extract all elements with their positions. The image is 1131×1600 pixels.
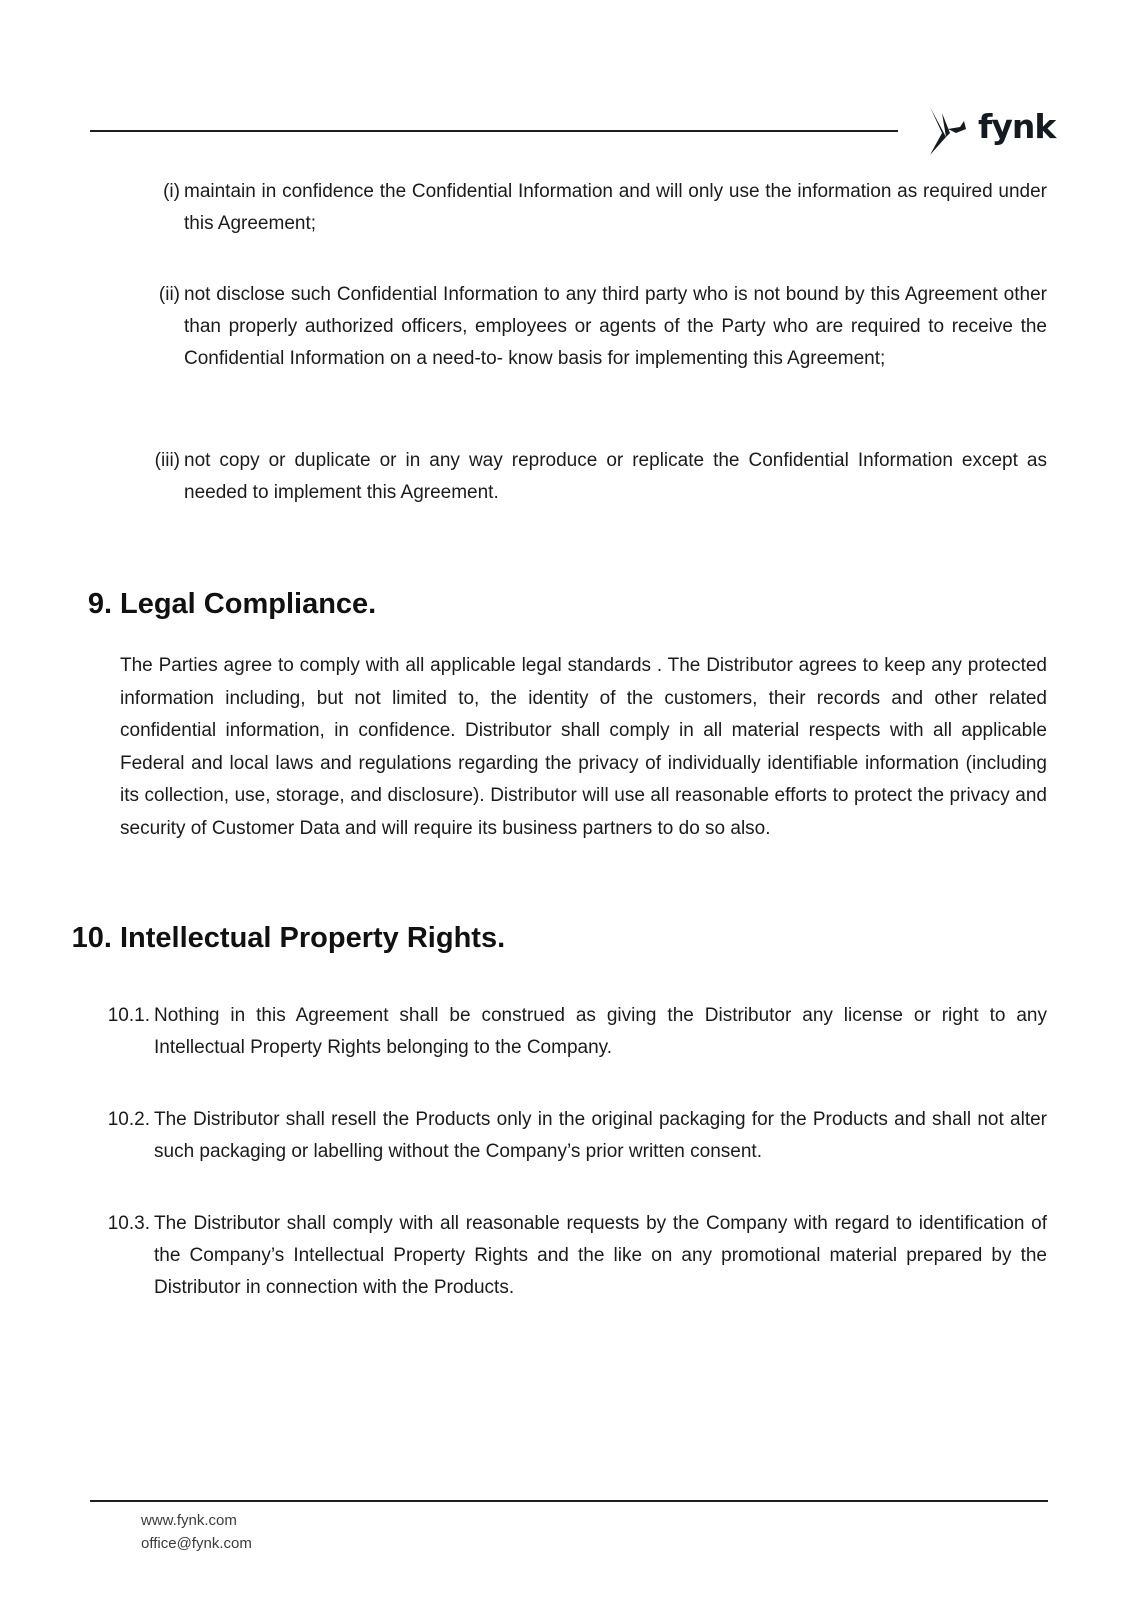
list-item — [94, 1104, 1047, 1168]
footer-website[interactable]: www.fynk.com — [141, 1512, 237, 1529]
list-item — [94, 1208, 1047, 1304]
list-item — [94, 1000, 1047, 1064]
section-number: 9. — [87, 588, 112, 620]
fynk-logo — [920, 103, 1056, 159]
header-divider — [90, 130, 898, 132]
item-number: 10.1. — [107, 1005, 150, 1026]
item-number: (iii) — [154, 450, 180, 471]
section-title: Legal Compliance. — [120, 588, 377, 620]
item-number: (i) — [163, 181, 180, 202]
footer-email[interactable]: office@fynk.com — [141, 1535, 252, 1552]
item-text: not copy or duplicate or in any way reproduce or replicate the Confidential Information except as needed to implement this Agreement. — [184, 450, 1047, 503]
footer-divider — [90, 1500, 1048, 1502]
list-item — [94, 445, 1047, 509]
item-number: 10.3. — [107, 1213, 150, 1234]
item-text: maintain in confidence the Confidential Information and will only use the information as required under this Agreement; — [184, 181, 1047, 234]
fynk-bird-icon — [920, 103, 976, 159]
item-text: Nothing in this Agreement shall be construed as giving the Distributor any license or right to any Intellectual Property Rights belonging to the Company. — [154, 1005, 1047, 1058]
logo-wordmark: fynk — [978, 107, 1056, 146]
item-text: not disclose such Confidential Information to any third party who is not bound by this Agreement other than properly authorized officers, employees or agents of the Party who are required to receive the Confidential Information on a need-to- know basis for implementing this Agreement; — [184, 284, 1047, 369]
section-number: 10. — [71, 922, 112, 954]
section-title: Intellectual Property Rights. — [120, 922, 506, 954]
item-text: The Distributor shall resell the Products only in the original packaging for the Products and shall not alter such packaging or labelling without the Company’s prior written consent. — [154, 1109, 1047, 1162]
item-number: 10.2. — [107, 1109, 150, 1130]
item-number: (ii) — [158, 284, 180, 305]
section-heading-9 — [60, 588, 376, 621]
section-paragraph: The Parties agree to comply with all applicable legal standards . The Distributor agrees to keep any protected information including, but not limited to, the identity of the customers, their records and other related confidential information, in confidence. Distributor shall comply in all material respects with all applicable Federal and local laws and regulations regarding the privacy of individually identifiable information (including its collection, use, storage, and disclosure). Distributor will use all reasonable efforts to protect the privacy and security of Customer Data and will require its business partners to do so also. — [120, 655, 1047, 839]
list-item — [94, 279, 1047, 375]
item-text: The Distributor shall comply with all reasonable requests by the Company with regard to identification of the Company’s Intellectual Property Rights and the like on any promotional material prepared by the Distributor in connection with the Products. — [154, 1213, 1047, 1298]
section-heading-10 — [60, 922, 505, 955]
list-item — [94, 176, 1047, 240]
